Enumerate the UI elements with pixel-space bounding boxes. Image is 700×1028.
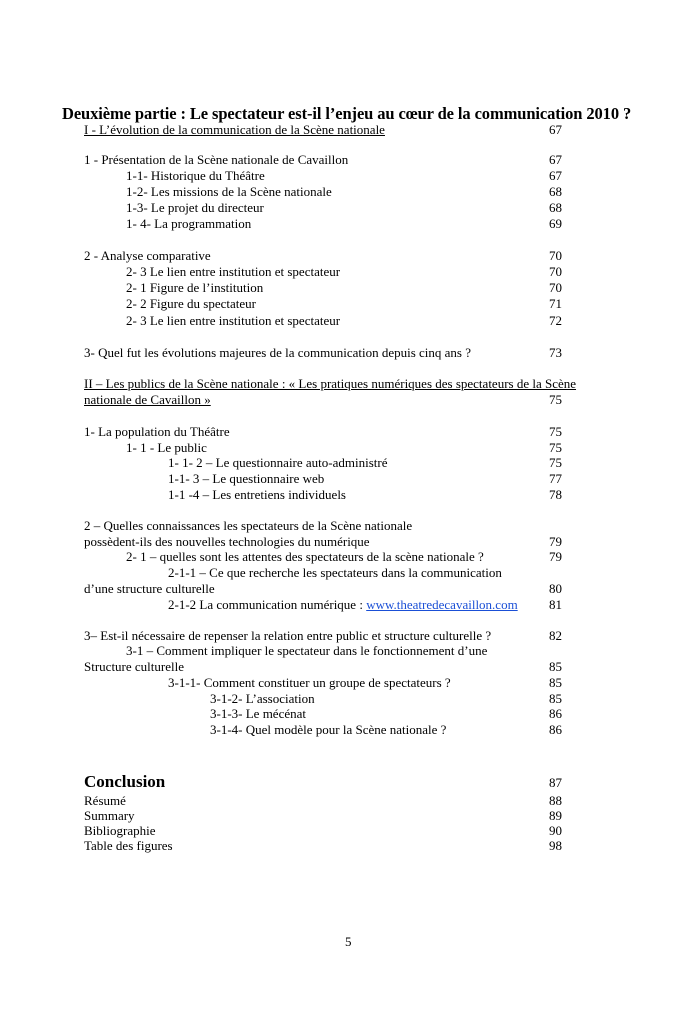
toc-page: 70 bbox=[549, 264, 562, 279]
toc-entry bbox=[168, 597, 518, 613]
toc-page: 75 bbox=[549, 455, 562, 470]
toc-page: 87 bbox=[549, 775, 562, 790]
toc-page: 73 bbox=[549, 345, 562, 360]
toc-page: 85 bbox=[549, 659, 562, 674]
toc-entry: 3-1-2- L’association bbox=[210, 691, 315, 706]
toc-entry-text: 2-1-2 La communication numérique : bbox=[168, 597, 367, 612]
toc-page: 67 bbox=[549, 122, 562, 137]
toc-page: 85 bbox=[549, 691, 562, 706]
toc-page: 77 bbox=[549, 471, 562, 486]
toc-entry: 3- Quel fut les évolutions majeures de la communication depuis cinq ans ? bbox=[84, 345, 472, 360]
toc-page: 70 bbox=[549, 280, 562, 295]
toc-entry: 2- 1 Figure de l’institution bbox=[126, 280, 264, 295]
toc-page: 85 bbox=[549, 675, 562, 690]
toc-entry: 3-1-1- Comment constituer un groupe de spectateurs ? bbox=[168, 675, 451, 690]
toc-page: 86 bbox=[549, 722, 562, 737]
toc-page: 86 bbox=[549, 706, 562, 721]
website-link[interactable]: www.theatredecavaillon.com bbox=[366, 597, 518, 612]
toc-entry: Bibliographie bbox=[84, 823, 156, 838]
toc-page: 78 bbox=[549, 487, 562, 502]
toc-entry: 1- 1- 2 – Le questionnaire auto-administré bbox=[168, 455, 388, 470]
toc-page: 79 bbox=[549, 534, 562, 549]
toc-page: 69 bbox=[549, 216, 562, 231]
toc-entry: 1- 4- La programmation bbox=[126, 216, 252, 231]
toc-entry: 1-2- Les missions de la Scène nationale bbox=[126, 184, 332, 199]
toc-page: 90 bbox=[549, 823, 562, 838]
toc-entry: 1- La population du Théâtre bbox=[84, 424, 230, 439]
toc-entry: 3– Est-il nécessaire de repenser la relation entre public et structure culturelle ? bbox=[84, 628, 492, 643]
toc-entry-conclusion: Conclusion bbox=[84, 772, 166, 791]
toc-entry-section-II: II – Les publics de la Scène nationale : « Les pratiques numériques des spectateurs de la Scène bbox=[84, 376, 577, 391]
toc-entry: 2- 3 Le lien entre institution et spectateur bbox=[126, 313, 341, 328]
toc-page: 72 bbox=[549, 313, 562, 328]
toc-entry: 2- 1 – quelles sont les attentes des spectateurs de la scène nationale ? bbox=[126, 549, 484, 564]
toc-entry-cont: possèdent-ils des nouvelles technologies du numérique bbox=[84, 534, 370, 549]
toc-entry: 2-1-1 – Ce que recherche les spectateurs dans la communication bbox=[168, 565, 502, 580]
toc-entry: Résumé bbox=[84, 793, 126, 808]
toc-page: 67 bbox=[549, 152, 562, 167]
toc-entry: 3-1 – Comment impliquer le spectateur dans le fonctionnement d’une bbox=[126, 643, 488, 658]
toc-page: 67 bbox=[549, 168, 562, 183]
toc-entry-cont: Structure culturelle bbox=[84, 659, 184, 674]
toc-page: 82 bbox=[549, 628, 562, 643]
toc-page: 68 bbox=[549, 184, 562, 199]
toc-page: 75 bbox=[549, 440, 562, 455]
toc-entry: Table des figures bbox=[84, 838, 173, 853]
toc-entry: 2 – Quelles connaissances les spectateurs de la Scène nationale bbox=[84, 518, 413, 533]
toc-entry-section-II-cont: nationale de Cavaillon » bbox=[84, 392, 211, 407]
toc-page: 88 bbox=[549, 793, 562, 808]
toc-page: 81 bbox=[549, 597, 562, 612]
page-number: 5 bbox=[345, 934, 352, 949]
toc-entry: 3-1-4- Quel modèle pour la Scène nationale ? bbox=[210, 722, 447, 737]
toc-entry: 2 - Analyse comparative bbox=[84, 248, 211, 263]
toc-page: 80 bbox=[549, 581, 562, 596]
toc-entry: 1 - Présentation de la Scène nationale de Cavaillon bbox=[84, 152, 349, 167]
toc-page: 89 bbox=[549, 808, 562, 823]
toc-page: 98 bbox=[549, 838, 562, 853]
toc-entry-section-I: I - L’évolution de la communication de la Scène nationale bbox=[84, 122, 385, 137]
toc-page: 70 bbox=[549, 248, 562, 263]
toc-page: 75 bbox=[549, 392, 562, 407]
toc-entry: 1-1- 3 – Le questionnaire web bbox=[168, 471, 325, 486]
toc-entry: 1-1- Historique du Théâtre bbox=[126, 168, 265, 183]
toc-entry: 1-1 -4 – Les entretiens individuels bbox=[168, 487, 346, 502]
toc-entry: 2- 2 Figure du spectateur bbox=[126, 296, 256, 311]
part-title: Deuxième partie : Le spectateur est-il l’enjeu au cœur de la communication 2010 ? bbox=[62, 104, 632, 123]
toc-entry: 2- 3 Le lien entre institution et spectateur bbox=[126, 264, 341, 279]
toc-entry-cont: d’une structure culturelle bbox=[84, 581, 215, 596]
toc-entry: 3-1-3- Le mécénat bbox=[210, 706, 307, 721]
toc-entry: 1-3- Le projet du directeur bbox=[126, 200, 264, 215]
toc-page: 68 bbox=[549, 200, 562, 215]
toc-page: 75 bbox=[549, 424, 562, 439]
toc-page: 71 bbox=[549, 296, 562, 311]
toc-entry: 1- 1 - Le public bbox=[126, 440, 207, 455]
toc-page: 79 bbox=[549, 549, 562, 564]
toc-entry: Summary bbox=[84, 808, 135, 823]
